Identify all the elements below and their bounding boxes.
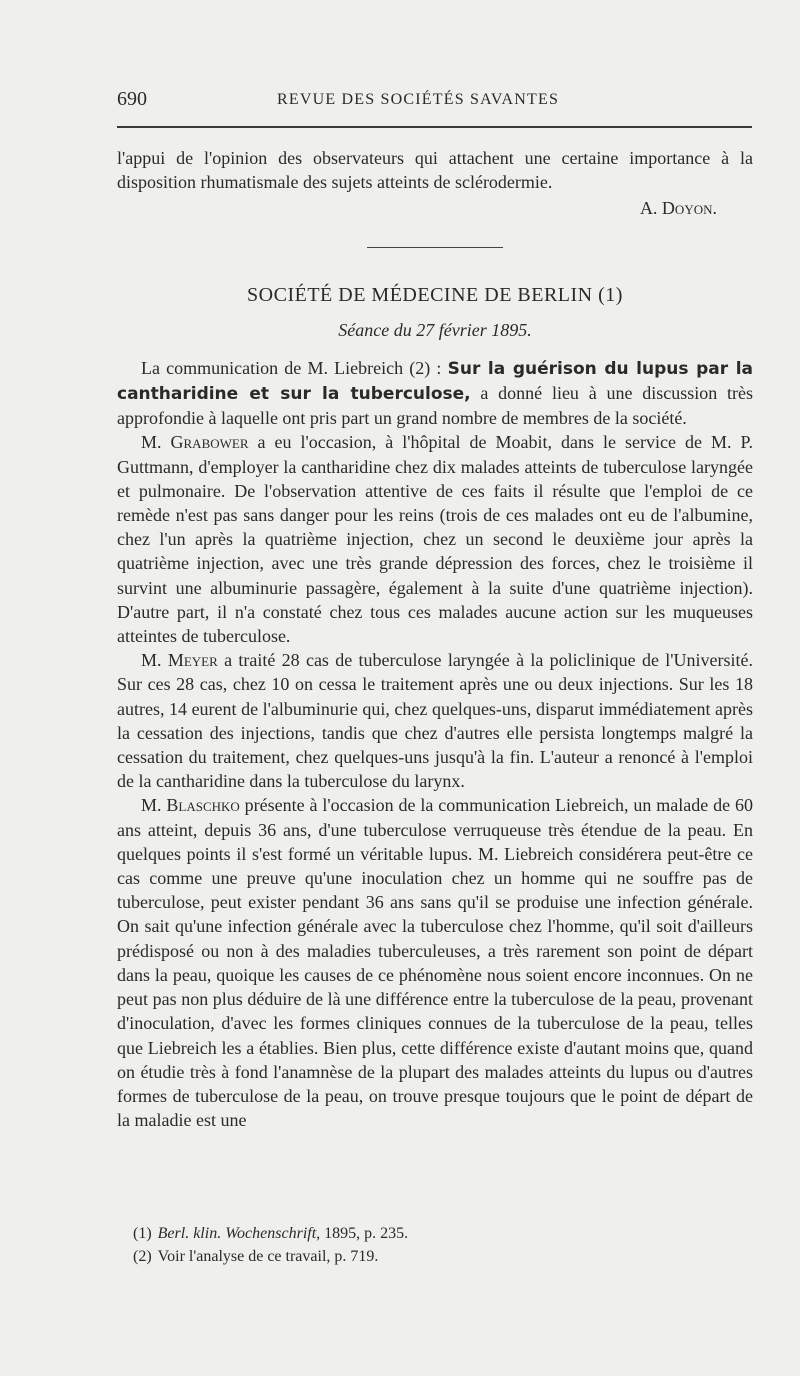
p2-text: a eu l'occasion, à l'hôpital de Moabit, dans le service de M. P. Guttmann, d'employer la cantharidine chez dix malades atteints de tuberculose laryngée et pulmonaire. De l'observation attentive de ces faits il résulte que l'emploi de ce remède n'est pas sans danger pour les reins (trois de ces malades ont eu de l'albumine, chez l'un après la quatrième injection, chez un second le deuxième jour après la quatrième injection, avec une très grande dépression des forces, chez le troisième il survint une albuminurie passagère, également à la suite d'une quatrième injection). D'autre part, il n'a constaté chez tous ces malades aucune action sur les muqueuses atteintes de tuberculose. (117, 432, 753, 647)
paragraph-meyer (117, 648, 753, 793)
section-title: SOCIÉTÉ DE MÉDECINE DE BERLIN (1) (247, 283, 623, 306)
footnote-1-text: 1895, p. 235. (320, 1225, 409, 1242)
p1-start: La communication de M. Liebreich (2) : (141, 357, 448, 378)
footnote-2 (117, 1245, 753, 1268)
paragraph-grabower (117, 430, 753, 648)
p3-author-name: Meyer (167, 650, 218, 671)
body-text (117, 146, 753, 1132)
footnotes (117, 1222, 753, 1268)
author-signature (117, 196, 753, 220)
footnote-2-text: Voir l'analyse de ce travail, p. 719. (157, 1248, 379, 1265)
session-date: Séance du 27 février 1895. (338, 319, 532, 340)
header-rule (117, 126, 752, 128)
paragraph-liebreich (117, 356, 753, 431)
p1-end: a donné lieu à une discussion très approfondie à laquelle ont pris part un grand nombre de membres de la société. (117, 383, 754, 429)
p2-prefix: M. (141, 432, 171, 453)
p3-prefix: M. (141, 650, 168, 671)
page-number: 690 (117, 88, 147, 110)
section-divider (367, 247, 503, 248)
previous-article-ending: l'appui de l'opinion des observateurs qui attachent une certaine importance à la disposition rhumatismale des sujets atteints de sclérodermie. (117, 148, 753, 193)
running-title: REVUE DES SOCIÉTÉS SAVANTES (277, 91, 560, 108)
footnote-1-journal: Berl. klin. Wochenschrift, (157, 1225, 321, 1242)
footnote-2-marker: (2) (133, 1248, 152, 1265)
footnote-1 (117, 1222, 753, 1245)
signature-name: A. Doyon. (639, 198, 717, 219)
p4-text: présente à l'occasion de la communication Liebreich, un malade de 60 ans atteint, depuis 36 ans, d'une tuberculose verruqueuse très étendue de la peau. En quelques points il s'est formé un véritable lupus. M. Liebreich considérera peut-être ce cas comme une preuve qu'une inoculation chez un homme qui ne souffre pas de tuberculose, peut exister pendant 36 ans sans qu'il se produise une infection générale. On sait qu'une infection générale avec la tuberculose chez l'homme, qu'il soit d'ailleurs prédisposé ou non à des maladies tuberculeuses, a très rarement son point de départ dans la peau, quoique les causes de ce phénomène nous soient encore inconnues. On ne peut pas non plus déduire de là une différence entre la tuberculose de la peau, provenant d'inoculation, d'avec les formes cliniques connues de la tuberculose de la peau, telles que Liebreich les a établies. Bien plus, cette différence existe d'autant moins que, quand on étudie très à fond l'anamnèse de la plupart des malades atteints du lupus ou d'autres formes de tuberculose de la peau, on trouve presque toujours que le point de départ de la maladie est une (117, 795, 753, 1131)
p4-prefix: M. (141, 795, 167, 816)
p1-bold-title: Sur la guérison du lupus par la cantharidine et sur la tuberculose, (117, 358, 754, 405)
p4-author-name: Blaschko (166, 795, 240, 816)
p2-author-name: Grabower (170, 432, 249, 453)
p3-text: a traité 28 cas de tuberculose laryngée à la policlinique de l'Université. Sur ces 28 cas, chez 10 on cessa le traitement après une ou deux injections. Sur les 18 autres, 14 eurent de l'albuminurie qui, chez quelques-uns, disparut immédiatement après la cessation des injections, tandis que chez d'autres elle persista longtemps malgré la cessation du traitement, chez quelques-uns jusqu'à la fin. L'auteur a renoncé à l'emploi de la cantharidine dans la tuberculose du larynx. (117, 650, 753, 792)
footnote-1-marker: (1) (133, 1225, 152, 1242)
running-head (117, 86, 752, 116)
paragraph-blaschko (117, 793, 753, 1132)
